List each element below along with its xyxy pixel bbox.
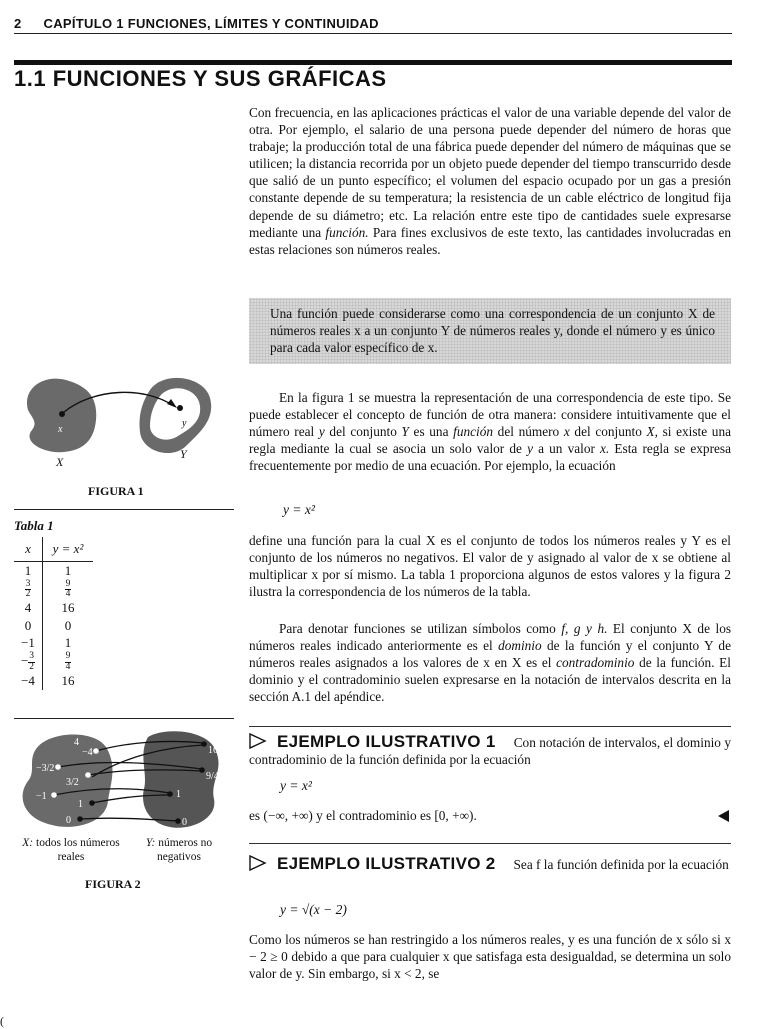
table-row [14, 617, 93, 635]
fig1-text-c: es una [408, 424, 454, 440]
example-1-title: EJEMPLO ILUSTRATIVO 1 [277, 732, 496, 751]
table-cell-x: $\frac{3}{2}$ [14, 580, 43, 600]
fig2-x-italic: X: [22, 837, 34, 849]
table-header-x: x [14, 537, 43, 562]
table-row [14, 635, 93, 653]
lbl-0: 0 [66, 815, 71, 826]
dot-y0 [175, 818, 181, 824]
figure-1-diagram [14, 368, 214, 478]
notation-text-b: El conjunto X de los números reales indicado anteriormente es el [249, 621, 732, 654]
page-number: 2 [14, 16, 22, 31]
figure-1-caption: FIGURA 1 [88, 484, 144, 498]
dot-94 [199, 767, 205, 773]
notation-fgh: f, g y h. [561, 621, 608, 636]
point-x-label: x [58, 424, 63, 435]
table-cell-x: 1 [14, 562, 43, 580]
define-paragraph: define una función para la cual X es el conjunto de todos los números reales y Y es el conjunto de los números no negativos. El valor de y asignado al valor de x se obtiene al multiplicar x por sí mismo. La tabla 1 proporciona algunos de estos valores y la figura 2 ilustra la correspondencia de los números de la tabla. [249, 533, 731, 600]
lbl-p1: 1 [78, 799, 83, 810]
lbl-p32: 3/2 [66, 777, 79, 788]
lbl-m1: −1 [36, 791, 47, 802]
lbl-m32: −3/2 [36, 763, 55, 774]
table-body [14, 562, 93, 690]
dot-m32 [55, 764, 61, 770]
example-2-equation: y = √(x − 2) [280, 902, 347, 917]
notation-text-a: Para denotar funciones se utilizan símbolos como [279, 621, 562, 636]
table-1-caption: Tabla 1 [14, 518, 54, 533]
table-header-row [14, 537, 93, 562]
fig1-text-e: del conjunto [569, 424, 647, 440]
point-y-dot [177, 405, 183, 411]
dot-p32 [85, 772, 91, 778]
notation-contradominio: contradominio [556, 655, 635, 671]
fig1-text-a: En la figura 1 se muestra la representación de una correspondencia de este tipo. Se puede establecer el concepto de función de otra manera: considere intuitivamente que el número real [249, 390, 731, 440]
fig1-var-x1: x [563, 424, 570, 440]
fig2-y-text: números no negativos [156, 837, 213, 863]
dot-16 [201, 741, 207, 747]
example-1-heading [249, 733, 731, 768]
example-2-body: Como los números se han restringido a los números reales, y es una función de x sólo si x − 2 ≥ 0 debido a que para cualquier x que satisfaga esta desigualdad, se determina un solo valor de y. Sin embargo, si x < 2, se [249, 932, 731, 982]
example-2-title: EJEMPLO ILUSTRATIVO 2 [277, 854, 496, 873]
fig1-text-h: Esta regla se expresa frecuentemente por medio de una ecuación. Por ejemplo, la ecuación [249, 441, 731, 474]
running-title: CAPÍTULO 1 FUNCIONES, LÍMITES Y CONTINUIDAD [43, 16, 379, 31]
table-cell-y: 1 [64, 562, 72, 578]
fig1-text-g: a un valor [532, 441, 601, 457]
table-row [14, 600, 93, 618]
notation-text-c: de la función y el conjunto Y de números reales asignados a los valores de x en X es el [249, 638, 731, 671]
lbl-16: 16 [208, 745, 218, 756]
table-row [14, 562, 93, 580]
example-arrow-icon [249, 855, 267, 871]
dot-p1 [89, 800, 95, 806]
fig1-var-y1: y [318, 424, 325, 440]
table-header-y: y = x² [43, 537, 94, 562]
table-1-bottom-rule [14, 718, 234, 719]
fig1-funcion: función [453, 424, 494, 440]
example-1-equation: y = x² [280, 778, 312, 793]
intro-paragraph [249, 104, 731, 258]
table-cell-y: 1 [64, 635, 72, 651]
fig1-var-x2: x. [600, 441, 610, 457]
example-2-rule [249, 843, 731, 844]
fig1-var-y2: y [527, 441, 533, 457]
table-cell-x: −4 [14, 672, 43, 690]
figure-2-diagram [14, 727, 234, 835]
notation-text-d: de la función. El dominio y el contradominio suelen expresarse en la notación de intervalos descrita en la sección A.1 del apéndice. [249, 655, 732, 705]
example-2-heading [249, 855, 731, 873]
table-1-top-rule [14, 509, 234, 510]
definition-text: Una función puede considerarse como una correspondencia de un conjunto X de números reales x a un conjunto Y de números reales y, donde el número y es único para cada valor específico de x. [270, 306, 715, 356]
set-y-label: Y [180, 447, 187, 461]
table-cell-y: 0 [64, 617, 72, 633]
example-arrow-icon [249, 733, 267, 749]
lbl-m4: −4 [82, 747, 93, 758]
dot-0 [77, 816, 83, 822]
lbl-p4: 4 [74, 737, 79, 748]
figure-2-caption: FIGURA 2 [85, 877, 141, 891]
set-x-label: X [56, 455, 64, 469]
figure-2-y-label [134, 836, 224, 864]
intro-text: Con frecuencia, en las aplicaciones prácticas el valor de una variable depende del valor de otra. Por ejemplo, el salario de una persona puede depender del número de horas que trabaje; la producción total de una fábrica puede depender del número de máquinas que se utilicen; la distancia recorrida por un objeto puede depender del tiempo transcurrido desde que salió de un punto específico; el volumen del espacio ocupado por un gas a presión constante depende de su temperatura; la resistencia de un cable eléctrico de longitud fija depende de su diámetro; etc. La relación entre este tipo de cantidades suele expresarse mediante una [249, 105, 731, 240]
running-header [14, 16, 732, 34]
end-of-example-icon [718, 810, 729, 822]
fig1-text-b: del conjunto [324, 424, 402, 440]
notation-dominio: dominio [498, 638, 542, 654]
figure-2-x-label [16, 836, 126, 864]
example-1-intro: Con notación de intervalos, el dominio y contradominio de la función definida por la ecuación [249, 735, 731, 768]
intro-italic: función. [325, 224, 369, 240]
figure-1-paragraph [249, 389, 731, 474]
table-cell-x: 0 [14, 617, 43, 635]
table-cell-x: − $\frac{3}{2}$ [14, 652, 43, 672]
point-y-label: y [182, 418, 187, 429]
table-row [14, 652, 93, 672]
notation-paragraph [249, 620, 731, 705]
lbl-1: 1 [176, 789, 181, 800]
table-cell-y: 16 [61, 600, 75, 616]
intro-tail: Para fines exclusivos de este texto, las cantidades involucradas en estas relaciones son números reales. [249, 224, 731, 257]
table-1 [14, 537, 93, 690]
example-2-intro: Sea f la función definida por la ecuación [513, 857, 729, 872]
table-row [14, 580, 93, 600]
table-cell-y: $\frac{9}{4}$ [65, 578, 71, 599]
lbl-y0: 0 [182, 817, 187, 828]
edge-mark: ( [0, 1014, 4, 1028]
fig1-var-X1: X, [646, 424, 658, 440]
fig1-text-f: si existe una regla mediante la cual se asocia un solo valor de [249, 424, 731, 457]
dot-m4 [93, 748, 99, 754]
dot-m1 [51, 792, 57, 798]
table-cell-y: $\frac{9}{4}$ [65, 651, 71, 672]
table-cell-y: 16 [61, 672, 75, 688]
example-1-rule [249, 726, 731, 727]
equation-1: y = x² [283, 502, 315, 517]
section-title: 1.1 FUNCIONES Y SUS GRÁFICAS [14, 66, 387, 91]
fig2-y-italic: Y: [145, 837, 156, 849]
table-cell-x: −1 [14, 635, 43, 653]
fig2-x-text: todos los números reales [36, 837, 120, 863]
fig1-text-d: del número [493, 424, 564, 440]
title-rule [14, 60, 732, 65]
table-cell-x: 4 [14, 600, 43, 618]
dot-1 [167, 791, 173, 797]
fig1-var-Y1: Y [401, 424, 409, 440]
table-row [14, 672, 93, 690]
lbl-94: 9/4 [206, 771, 219, 782]
example-1-result: es (−∞, +∞) y el contradominio es [0, +∞). [249, 808, 477, 823]
